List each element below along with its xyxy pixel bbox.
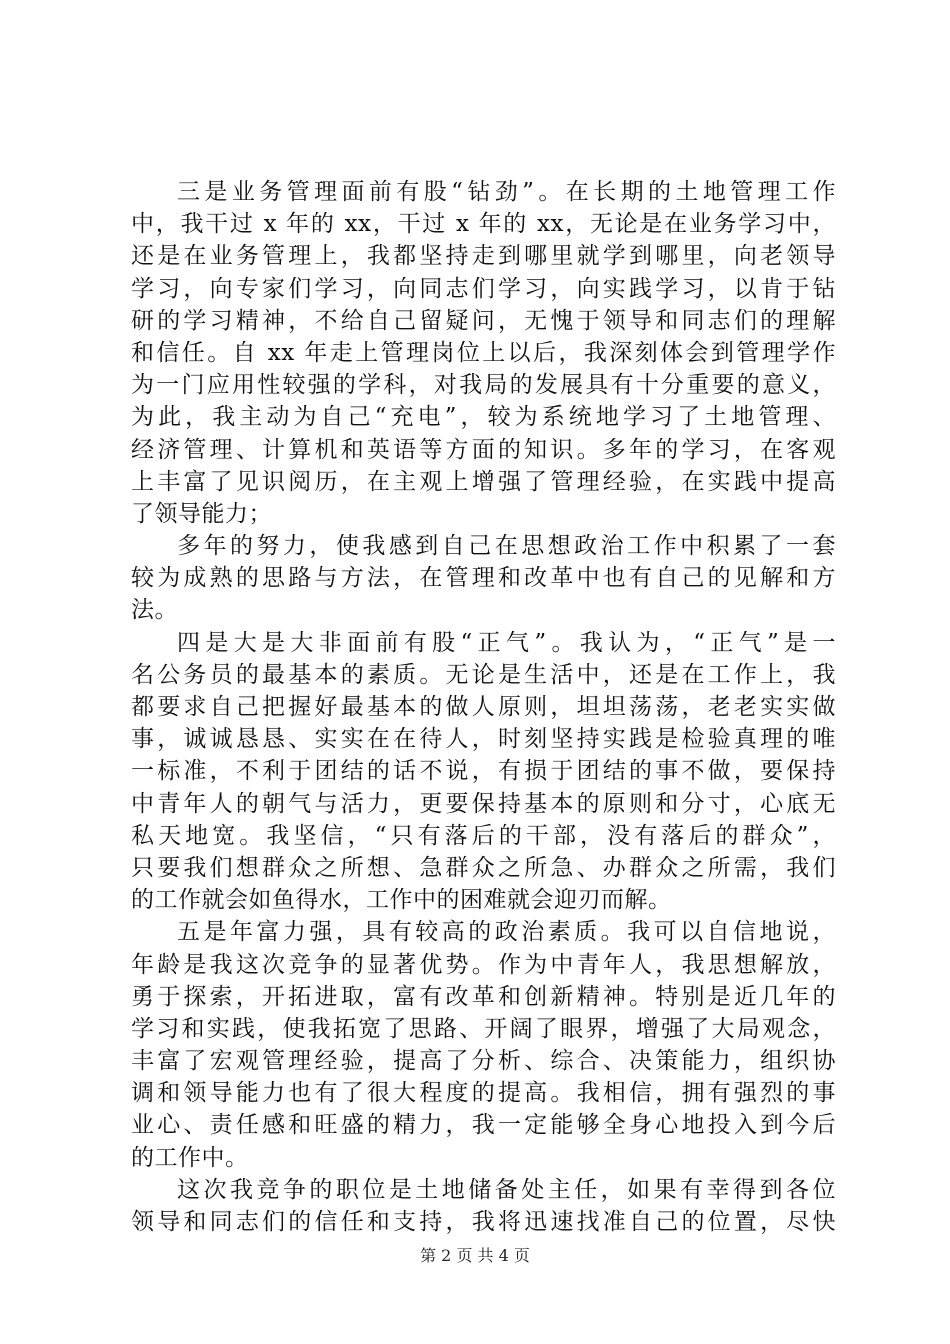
paragraph-5-line-5: 丰富了宏观管理经验，提高了分析、综合、决策能力，组织协 (131, 1048, 836, 1075)
paragraph-3-line-1: 三是业务管理面前有股“钻劲”。在长期的土地管理工作 (177, 179, 836, 205)
paragraph-5-line-6: 调和领导能力也有了很大程度的提高。我相信，拥有强烈的事 (131, 1080, 836, 1107)
page-number-footer: 第 2 页 共 4 页 (420, 1246, 530, 1265)
paragraph-efforts-line-3: 法。 (131, 597, 178, 624)
paragraph-efforts-line-1: 多年的努力，使我感到自己在思想政治工作中积累了一套 (177, 533, 836, 560)
paragraph-3-line-4: 学习，向专家们学习，向同志们学习，向实践学习，以肯于钻 (131, 275, 836, 302)
paragraph-5-line-1: 五是年富力强，具有较高的政治素质。我可以自信地说， (177, 919, 836, 946)
paragraph-4-line-8: 只要我们想群众之所想、急群众之所急、办群众之所需，我们 (131, 854, 836, 881)
paragraph-5-line-3: 勇于探索，开拓进取，富有改革和创新精神。特别是近几年的 (131, 983, 836, 1010)
paragraph-5-line-7: 业心、责任感和旺盛的精力，我一定能够全身心地投入到今后 (131, 1112, 836, 1139)
paragraph-3-line-8: 为此，我主动为自己“充电”，较为系统地学习了土地管理、 (131, 404, 836, 431)
paragraph-3-line-11: 了领导能力； (131, 500, 272, 527)
paragraph-4-line-9: 的工作就会如鱼得水，工作中的困难就会迎刃而解。 (131, 887, 672, 914)
document-body (131, 176, 836, 1238)
paragraph-4-line-4: 事，诚诚恳恳、实实在在待人，时刻坚持实践是检验真理的唯 (131, 726, 836, 753)
paragraph-4-line-3: 都要求自己把握好最基本的做人原则，坦坦荡荡，老老实实做 (131, 694, 836, 720)
paragraph-3-line-2: 中，我干过 x 年的 xx，干过 x 年的 xx，无论是在业务学习中， (131, 211, 836, 238)
paragraph-3-line-5: 研的学习精神，不给自己留疑问，无愧于领导和同志们的理解 (131, 307, 836, 334)
paragraph-6-line-2: 领导和同志们的信任和支持，我将迅速找准自己的位置，尽快 (131, 1209, 836, 1235)
paragraph-efforts-line-2: 较为成熟的思路与方法，在管理和改革中也有自己的见解和方 (131, 565, 836, 592)
paragraph-3-line-7: 为一门应用性较强的学科，对我局的发展具有十分重要的意义， (131, 372, 836, 399)
paragraph-3-line-10: 上丰富了见识阅历，在主观上增强了管理经验，在实践中提高 (131, 468, 836, 495)
paragraph-4-line-5: 一标准，不利于团结的话不说，有损于团结的事不做，要保持 (131, 758, 836, 785)
paragraph-3-line-9: 经济管理、计算机和英语等方面的知识。多年的学习，在客观 (131, 436, 836, 463)
paragraph-5-line-8: 的工作中。 (131, 1144, 249, 1171)
paragraph-4-line-6: 中青年人的朝气与活力，更要保持基本的原则和分寸，心底无 (131, 790, 836, 817)
paragraph-3-line-6: 和信任。自 xx 年走上管理岗位上以后，我深刻体会到管理学作 (131, 339, 836, 366)
paragraph-5-line-4: 学习和实践，使我拓宽了思路、开阔了眼界，增强了大局观念， (131, 1015, 836, 1042)
paragraph-4-line-2: 名公务员的最基本的素质。无论是生活中，还是在工作上，我 (131, 661, 836, 688)
paragraph-4-line-7: 私天地宽。我坚信，“只有落后的干部，没有落后的群众”， (131, 822, 836, 849)
paragraph-3-line-3: 还是在业务管理上，我都坚持走到哪里就学到哪里，向老领导 (131, 243, 836, 270)
paragraph-4-line-1: 四是大是大非面前有股“正气”。我认为，“正气”是一 (177, 629, 836, 656)
paragraph-5-line-2: 年龄是我这次竞争的显著优势。作为中青年人，我思想解放， (131, 951, 836, 978)
paragraph-6-line-1: 这次我竞争的职位是土地储备处主任，如果有幸得到各位 (177, 1176, 836, 1203)
